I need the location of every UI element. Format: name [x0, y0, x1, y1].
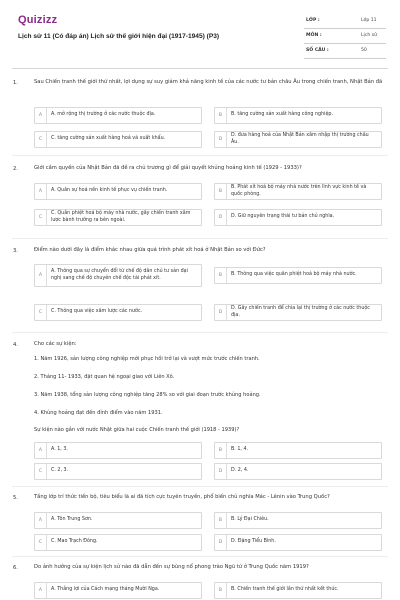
option-letter: D: [215, 305, 227, 320]
header-divider: [12, 68, 388, 69]
option-b[interactable]: [214, 512, 382, 529]
option-a[interactable]: [34, 107, 202, 124]
option-c[interactable]: [34, 209, 202, 226]
option-text: B. Lý Đại Chiêu.: [231, 517, 269, 523]
meta-value: Lịch sử: [361, 33, 378, 38]
question-text: Tầng lớp trí thức tiến bộ, tiêu biểu là ai đã tích cực tuyên truyền, phổ biến chủ nghĩa Mác - Lênin vào Trung Quốc?: [34, 494, 330, 500]
option-letter: B: [215, 184, 227, 199]
option-letter: B: [215, 513, 227, 528]
question-text: Sau Chiến tranh thế giới thứ nhất, lợi dụng sự suy giảm khả năng kinh tế của các nước tư bản châu Âu trong chiến tranh, Nhật Bản đã: [34, 79, 383, 85]
option-text: A. Quân sự hoá nền kinh tế phục vụ chiến tranh.: [51, 188, 168, 194]
option-letter: C: [35, 210, 47, 225]
question-text: Giới cầm quyền của Nhật Bản đã đề ra chủ trương gì để giải quyết khủng hoảng kinh tế (1929 - 1933)?: [34, 165, 302, 171]
option-b[interactable]: [214, 582, 382, 599]
meta-row-subject: [304, 29, 386, 44]
option-text: A. mở rộng thị trường ở các nước thuộc địa.: [51, 112, 156, 118]
question-text: Cho các sự kiện:: [34, 341, 77, 347]
option-b[interactable]: [214, 442, 382, 459]
question-number: 3.: [13, 248, 18, 254]
option-text: C. Quân phiệt hoá bộ máy nhà nước, gây chiến tranh xâm lược bành trướng ra bên ngoài.: [51, 211, 191, 223]
option-d[interactable]: [214, 131, 382, 148]
question-divider: [12, 332, 388, 333]
option-a[interactable]: [34, 512, 202, 529]
option-b[interactable]: [214, 107, 382, 124]
option-b[interactable]: [214, 267, 382, 284]
option-letter: B: [215, 108, 227, 123]
option-letter: D: [215, 535, 227, 550]
question-prompt: Sự kiện nào gắn với nước Nhật giữa hai cuộc Chiến tranh thế giới (1918 - 1939)?: [34, 427, 240, 433]
question-divider: [12, 155, 388, 156]
option-text: B. Phát xít hoá bộ máy nhà nước trên lĩnh vực kinh tế và quốc phòng.: [231, 185, 367, 197]
meta-key: LỚP :: [306, 18, 320, 23]
question-number: 5.: [13, 495, 18, 501]
statement-4: 4. Khủng hoảng đạt đến đỉnh điểm vào năm 1931.: [34, 410, 163, 416]
option-text: A. Thông qua sự chuyển đổi từ chế độ dân chủ tư sản đại nghị sang chế độ chuyên chế độc tài phát xít.: [51, 269, 188, 281]
quizizz-logo: Quizizz: [18, 14, 58, 26]
meta-key: MÔN :: [306, 33, 322, 38]
meta-row-count: [304, 44, 386, 59]
option-text: C. 2, 3.: [51, 468, 69, 474]
question-number: 6.: [13, 565, 18, 571]
option-text: A. Tôn Trung Sơn.: [51, 517, 93, 523]
option-text: B. Chiến tranh thế giới lần thứ nhất kết thúc.: [231, 587, 339, 593]
option-letter: B: [215, 583, 227, 598]
option-letter: D: [215, 210, 227, 225]
option-a[interactable]: [34, 582, 202, 599]
option-letter: A: [35, 184, 47, 199]
option-text: B. 1, 4.: [231, 447, 249, 453]
option-letter: A: [35, 583, 47, 598]
option-letter: A: [35, 513, 47, 528]
meta-key: SỐ CÂU :: [306, 48, 329, 53]
option-letter: D: [215, 464, 227, 479]
option-d[interactable]: [214, 463, 382, 480]
question-number: 4.: [13, 342, 18, 348]
option-letter: B: [215, 268, 227, 283]
option-letter: A: [35, 443, 47, 458]
option-a[interactable]: [34, 264, 202, 287]
question-divider: [12, 486, 388, 487]
option-text: B. Thông qua việc quân phiệt hoá bộ máy nhà nước.: [231, 272, 357, 278]
option-c[interactable]: [34, 304, 202, 321]
option-c[interactable]: [34, 534, 202, 551]
option-letter: A: [35, 265, 47, 286]
statement-2: 2. Tháng 11- 1933, đặt quan hệ ngoại giao với Liên Xô.: [34, 374, 175, 380]
question-divider: [12, 556, 388, 557]
option-text: D. 2, 4.: [231, 468, 249, 474]
option-text: D. đưa hàng hoá của Nhật Bản xâm nhập thị trường châu Âu.: [231, 133, 369, 145]
option-text: C. Thông qua việc xâm lược các nước.: [51, 309, 143, 315]
option-letter: D: [215, 132, 227, 147]
option-letter: B: [215, 443, 227, 458]
question-divider: [12, 238, 388, 239]
option-text: C. tăng cường sản xuất hàng hoá và xuất khẩu.: [51, 136, 166, 142]
option-c[interactable]: [34, 463, 202, 480]
meta-table: [304, 14, 386, 59]
option-text: C. Mao Trạch Đông.: [51, 539, 98, 545]
option-letter: C: [35, 132, 47, 147]
option-letter: C: [35, 305, 47, 320]
question-text: Do ảnh hưởng của sự kiện lịch sử nào đã dẫn đến sự bùng nổ phong trào Ngũ tứ ở Trung Quốc năm 1919?: [34, 564, 309, 570]
option-b[interactable]: [214, 183, 382, 200]
option-d[interactable]: [214, 304, 382, 321]
document-title: Lịch sử 11 (Có đáp án) Lịch sử thế giới hiện đại (1917-1945) (P3): [18, 33, 220, 40]
question-text: Điểm nào dưới đây là điểm khác nhau giữa quá trình phát xít hoá ở Nhật Bản so với Đức?: [34, 247, 266, 253]
option-text: A. Thắng lợi của Cách mạng tháng Mười Nga.: [51, 587, 160, 593]
option-a[interactable]: [34, 442, 202, 459]
statement-3: 3. Năm 1938, tổng sản lượng công nghiệp tăng 28% so với giai đoạn trước khủng hoảng.: [34, 392, 261, 398]
option-a[interactable]: [34, 183, 202, 200]
meta-row-grade: [304, 14, 386, 29]
option-letter: C: [35, 535, 47, 550]
option-text: D. Đặng Tiểu Bình.: [231, 539, 276, 545]
option-letter: A: [35, 108, 47, 123]
question-number: 2.: [13, 166, 18, 172]
meta-value: 50: [361, 48, 367, 53]
option-text: D. Gây chiến tranh để chia lại thị trường ở các nước thuộc địa.: [231, 306, 370, 318]
option-text: A. 1, 3.: [51, 447, 68, 453]
option-text: B. tăng cường sản xuất hàng công nghiệp.: [231, 112, 333, 118]
option-letter: C: [35, 464, 47, 479]
option-d[interactable]: [214, 534, 382, 551]
question-number: 1.: [13, 80, 18, 86]
statement-1: 1. Năm 1926, sản lượng công nghiệp mới phục hồi trở lại và vượt mức trước chiến tranh.: [34, 356, 260, 362]
option-c[interactable]: [34, 131, 202, 148]
option-d[interactable]: [214, 209, 382, 226]
meta-value: Lớp 11: [361, 18, 377, 23]
option-text: D. Giữ nguyên trạng thái tư bản chủ nghĩa.: [231, 214, 335, 220]
